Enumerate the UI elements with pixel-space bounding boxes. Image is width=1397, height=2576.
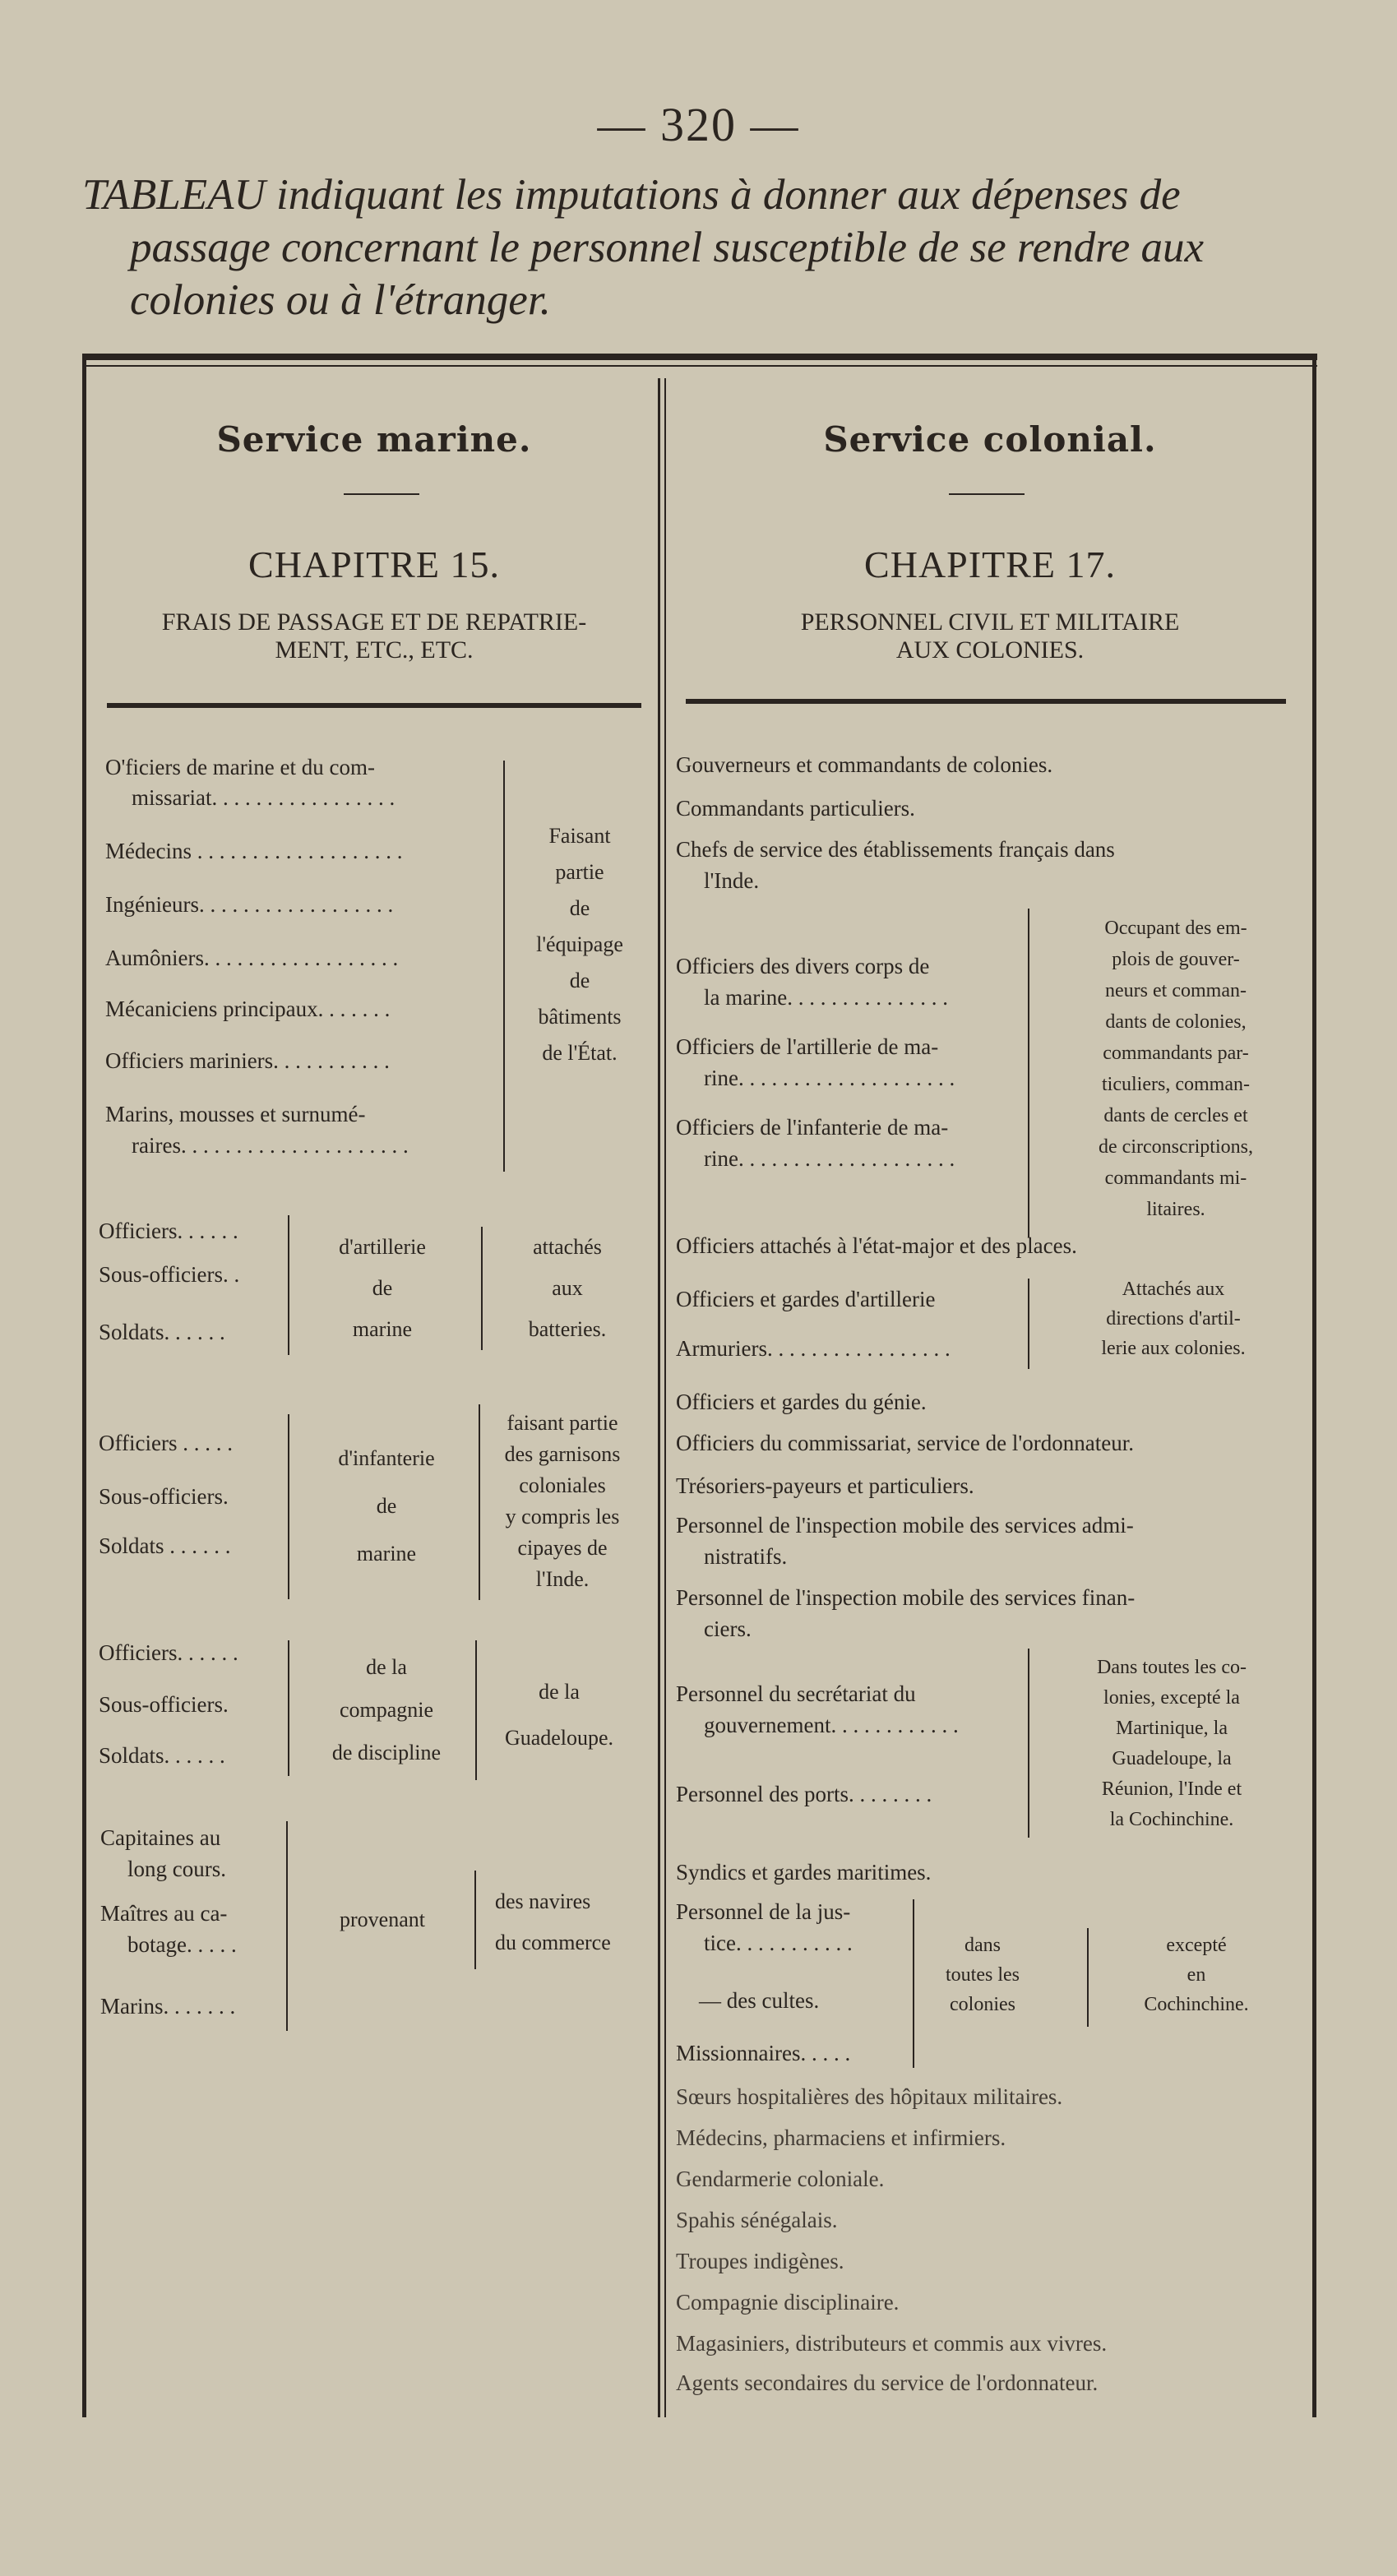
list-item: Officiers et gardes d'artillerie — [676, 1287, 936, 1311]
list-item: Personnel des ports. . . . . . . . — [676, 1782, 932, 1806]
group-3-result — [480, 1408, 645, 1595]
brace-bar — [1028, 909, 1029, 1237]
title-line-3: colonies ou à l'étranger. — [130, 276, 551, 324]
list-item: rine. . . . . . . . . . . . . . . . . . . . — [704, 1066, 955, 1090]
list-item: Soldats. . . . . . — [99, 1320, 225, 1344]
list-item: nistratifs. — [704, 1544, 788, 1569]
column-divider-right — [664, 378, 666, 2417]
list-item: Syndics et gardes maritimes. — [676, 1860, 932, 1885]
result-line: des navires — [495, 1889, 591, 1913]
list-item: Sous-officiers. — [99, 1692, 229, 1717]
frame-top-rule — [86, 354, 1317, 360]
title-line-2: passage concernant le personnel susceptible de se rendre aux — [130, 224, 1205, 271]
result-line: bâtiments — [538, 1005, 622, 1029]
list-item: Sous-officiers. . — [99, 1262, 240, 1287]
group-3-middle — [304, 1435, 469, 1578]
middle-line: d'infanterie — [338, 1446, 435, 1470]
result-line: faisant partie — [507, 1411, 618, 1435]
middle-line: compagnie — [339, 1698, 434, 1722]
list-item: Chefs de service des établissements français dans — [676, 837, 1115, 862]
right-thick-rule — [686, 699, 1286, 704]
list-item: tice. . . . . . . . . . . — [704, 1931, 853, 1955]
list-item: raires. . . . . . . . . . . . . . . . . . . . . — [132, 1133, 409, 1158]
list-item: Officiers de l'infanterie de ma- — [676, 1115, 949, 1140]
list-item: Trésoriers-payeurs et particuliers. — [676, 1473, 974, 1498]
list-item: Sous-officiers. — [99, 1484, 229, 1509]
left-chapter: CHAPITRE 15. — [248, 543, 500, 585]
list-item: Personnel de la jus- — [676, 1899, 851, 1924]
list-item: Maîtres au ca- — [100, 1901, 228, 1926]
list-item: Officiers . . . . . — [99, 1431, 233, 1455]
list-item: rine. . . . . . . . . . . . . . . . . . . . — [704, 1146, 955, 1171]
frame-left-border — [82, 354, 86, 2417]
list-item: Officiers. . . . . . — [99, 1640, 238, 1665]
list-item: Missionnaires. . . . . — [676, 2041, 851, 2065]
result-line: l'équipage — [536, 932, 623, 956]
result-line: Guadeloupe, la — [1112, 1748, 1232, 1769]
group-5-result — [495, 1881, 611, 1963]
result-line: de l'État. — [542, 1041, 618, 1065]
brace-bar — [913, 1899, 914, 2068]
result-line: de circonscriptions, — [1099, 1136, 1253, 1158]
group-2-middle — [300, 1227, 465, 1350]
result-line: dants de cercles et — [1103, 1105, 1248, 1126]
list-item: Compagnie disciplinaire. — [676, 2290, 900, 2315]
group-5-middle: provenant — [340, 1908, 425, 1931]
list-item: gouvernement. . . . . . . . . . . . — [704, 1713, 959, 1737]
list-item: Ingénieurs. . . . . . . . . . . . . . . . . . — [105, 892, 394, 917]
page-number: — 320 — — [597, 98, 800, 151]
result-line: Réunion, l'Inde et — [1101, 1778, 1242, 1800]
left-thick-rule — [107, 703, 641, 708]
column-divider-left — [658, 378, 660, 2417]
result-line: la Cochinchine. — [1109, 1809, 1234, 1830]
result-line: attachés — [533, 1235, 602, 1259]
result-line: des garnisons — [504, 1442, 621, 1466]
group-1-result — [518, 818, 641, 1071]
middle-line: marine — [352, 1317, 413, 1341]
left-subtitle-line-2: MENT, ETC., ETC. — [275, 636, 474, 664]
list-item: Personnel de l'inspection mobile des services admi- — [676, 1513, 1134, 1538]
brace-bar — [286, 1821, 288, 2031]
result-line: partie — [555, 860, 604, 884]
result-line: Martinique, la — [1116, 1718, 1228, 1739]
list-item: Sœurs hospitalières des hôpitaux militaires. — [676, 2084, 1063, 2109]
list-item: Marins. . . . . . . — [100, 1994, 236, 2019]
brace-bar — [475, 1640, 477, 1780]
result-line: l'Inde. — [535, 1567, 590, 1591]
list-item: Officiers et gardes du génie. — [676, 1390, 927, 1414]
list-item: Mécaniciens principaux. . . . . . . — [105, 997, 391, 1021]
brace-bar — [503, 761, 505, 1172]
list-item: Officiers. . . . . . — [99, 1219, 238, 1243]
brace-bar — [288, 1414, 289, 1599]
list-item: O'ficiers de marine et du com- — [105, 755, 375, 779]
list-item: Commandants particuliers. — [676, 796, 915, 821]
list-item: Médecins, pharmaciens et infirmiers. — [676, 2125, 1006, 2150]
result-line: aux — [552, 1276, 583, 1300]
brace-bar — [1028, 1279, 1029, 1369]
list-item: Officiers des divers corps de — [676, 954, 930, 978]
left-subtitle — [90, 608, 658, 664]
secretariat-result — [1040, 1653, 1303, 1835]
result-line: cipayes de — [517, 1536, 608, 1560]
middle-line: d'artillerie — [339, 1235, 426, 1259]
brace-bar — [474, 1871, 476, 1969]
result-line: commandants par- — [1103, 1043, 1249, 1064]
right-subtitle-line-2: AUX COLONIES. — [895, 636, 1085, 664]
result-line: directions d'artil- — [1106, 1308, 1241, 1330]
list-item: Gendarmerie coloniale. — [676, 2167, 885, 2191]
result-line: Faisant — [548, 824, 611, 848]
group-4-middle — [300, 1646, 473, 1774]
list-item: ciers. — [704, 1616, 752, 1641]
left-subtitle-line-1: FRAIS DE PASSAGE ET DE REPATRIE- — [161, 608, 587, 636]
result-line: de — [569, 896, 590, 920]
list-item: Agents secondaires du service de l'ordonnateur. — [676, 2370, 1099, 2395]
brace-bar — [288, 1640, 289, 1776]
artillery-result — [1038, 1274, 1309, 1363]
list-item: Armuriers. . . . . . . . . . . . . . . . . — [676, 1336, 951, 1361]
group-4-result — [481, 1669, 637, 1761]
brace-bar — [288, 1215, 289, 1355]
middle-line: colonies — [950, 1994, 1015, 2015]
justice-result — [1098, 1931, 1295, 2019]
middle-line: de la — [366, 1655, 407, 1679]
result-line: du commerce — [495, 1931, 611, 1954]
officers-result — [1044, 913, 1307, 1225]
right-chapter: CHAPITRE 17. — [864, 543, 1116, 585]
frame-top-thin-rule — [86, 365, 1317, 367]
middle-line: toutes les — [946, 1964, 1020, 1986]
result-line: dants de colonies, — [1105, 1011, 1247, 1033]
middle-line: de — [372, 1276, 393, 1300]
justice-middle — [925, 1931, 1040, 2019]
left-short-rule — [344, 493, 419, 495]
result-line: excepté — [1166, 1935, 1227, 1956]
left-heading: Service marine. — [216, 419, 532, 460]
list-item: l'Inde. — [704, 868, 760, 893]
middle-line: dans — [964, 1935, 1001, 1956]
right-heading: Service colonial. — [823, 419, 1157, 460]
result-line: Cochinchine. — [1144, 1994, 1249, 2015]
list-item: Magasiniers, distributeurs et commis aux vivres. — [676, 2331, 1108, 2356]
result-line: litaires. — [1146, 1199, 1205, 1220]
list-item: Marins, mousses et surnumé- — [105, 1102, 366, 1126]
list-item: Spahis sénégalais. — [676, 2208, 838, 2232]
result-line: plois de gouver- — [1112, 949, 1240, 970]
right-short-rule — [949, 493, 1025, 495]
result-line: Attachés aux — [1122, 1279, 1225, 1300]
result-line: en — [1187, 1964, 1206, 1986]
list-item: Personnel du secrétariat du — [676, 1681, 916, 1706]
brace-bar — [1028, 1649, 1029, 1838]
list-item: Capitaines au — [100, 1825, 221, 1850]
list-item: Médecins . . . . . . . . . . . . . . . . . . . — [105, 839, 403, 863]
list-item: Officiers de l'artillerie de ma- — [676, 1034, 939, 1059]
middle-line: de discipline — [331, 1741, 442, 1764]
list-item: botage. . . . . — [127, 1932, 237, 1957]
list-item: — des cultes. — [699, 1988, 820, 2013]
result-line: y compris les — [505, 1505, 620, 1528]
list-item: Officiers mariniers. . . . . . . . . . . — [105, 1048, 390, 1073]
result-line: Occupant des em- — [1104, 918, 1247, 939]
title-line-1: TABLEAU indiquant les imputations à donner aux dépenses de — [82, 171, 1181, 219]
result-line: neurs et comman- — [1105, 980, 1247, 1001]
list-item: missariat. . . . . . . . . . . . . . . . . — [132, 785, 396, 810]
list-item: Personnel de l'inspection mobile des services finan- — [676, 1585, 1136, 1610]
result-line: Dans toutes les co- — [1097, 1657, 1247, 1678]
result-line: batteries. — [528, 1317, 607, 1341]
right-subtitle — [668, 608, 1312, 664]
brace-bar — [1087, 1928, 1089, 2027]
page-title — [82, 169, 1332, 326]
list-item: Aumôniers. . . . . . . . . . . . . . . . . . — [105, 946, 399, 970]
result-line: de la — [539, 1680, 580, 1704]
list-item: Officiers du commissariat, service de l'ordonnateur. — [676, 1431, 1134, 1455]
right-subtitle-line-1: PERSONNEL CIVIL ET MILITAIRE — [800, 608, 1180, 636]
list-item: la marine. . . . . . . . . . . . . . . — [704, 985, 948, 1010]
frame-right-border — [1312, 354, 1316, 2417]
brace-bar — [481, 1227, 483, 1350]
list-item: Soldats . . . . . . — [99, 1533, 231, 1558]
middle-line: marine — [356, 1542, 417, 1565]
middle-line: de — [376, 1494, 397, 1518]
result-line: Guadeloupe. — [504, 1726, 614, 1750]
list-item: Troupes indigènes. — [676, 2249, 844, 2273]
group-2-result — [493, 1227, 641, 1350]
result-line: coloniales — [519, 1473, 606, 1497]
list-item: long cours. — [127, 1857, 226, 1881]
list-item: Gouverneurs et commandants de colonies. — [676, 752, 1053, 777]
result-line: de — [569, 969, 590, 992]
list-item: Soldats. . . . . . — [99, 1743, 225, 1768]
result-line: lerie aux colonies. — [1101, 1338, 1246, 1359]
result-line: lonies, excepté la — [1103, 1687, 1240, 1709]
result-line: ticuliers, comman- — [1102, 1074, 1250, 1095]
result-line: commandants mi- — [1104, 1168, 1247, 1189]
list-item: Officiers attachés à l'état-major et des places. — [676, 1233, 1077, 1258]
